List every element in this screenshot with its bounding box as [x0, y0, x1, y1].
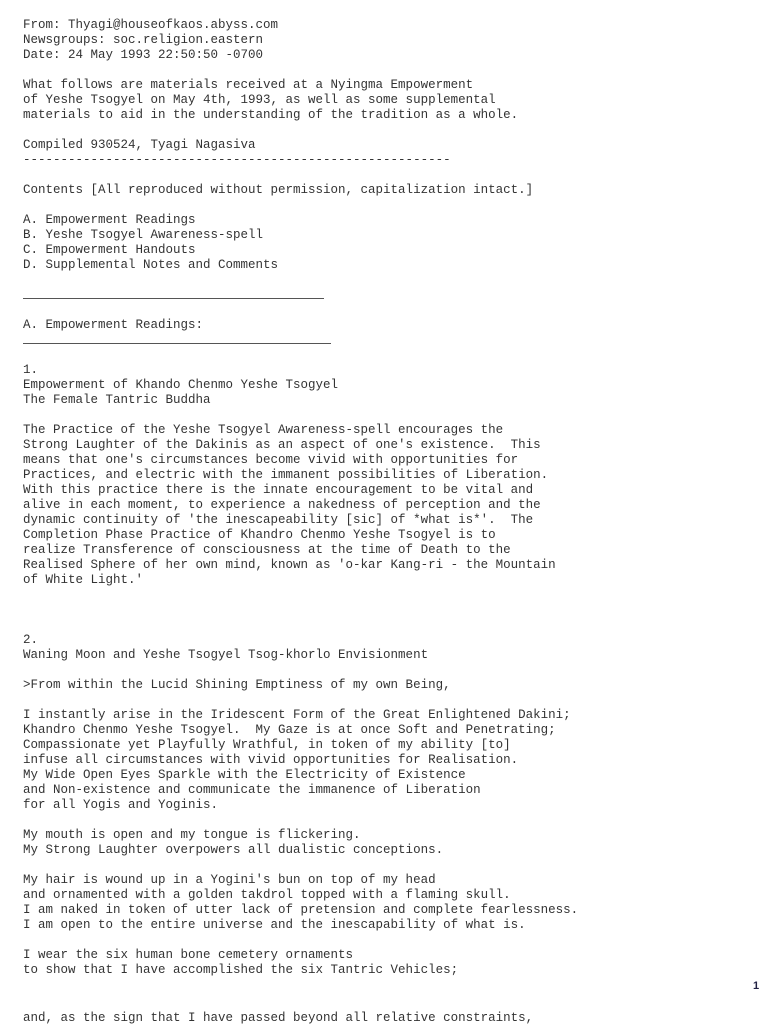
reading-body-line: Completion Phase Practice of Khandro Chenmo Yeshe Tsogyel is to: [23, 528, 496, 542]
quote-line: >From within the Lucid Shining Emptiness of my own Being,: [23, 678, 451, 692]
contents-item: D. Supplemental Notes and Comments: [23, 258, 279, 272]
reading-body-line: alive in each moment, to experience a nakedness of perception and the: [23, 498, 541, 512]
reading-body-line: Practices, and electric with the immanent possibilities of Liberation.: [23, 468, 549, 482]
reading-body-line: Strong Laughter of the Dakinis as an aspect of one's existence. This: [23, 438, 541, 452]
header-from: From: Thyagi@houseofkaos.abyss.com: [23, 18, 279, 32]
intro-line: of Yeshe Tsogyel on May 4th, 1993, as well as some supplemental: [23, 93, 496, 107]
reading-body-line: means that one's circumstances become vivid with opportunities for: [23, 453, 519, 467]
reading-number: 2.: [23, 633, 39, 647]
reading-body-line: realize Transference of consciousness at the time of Death to the: [23, 543, 511, 557]
verse-line: I instantly arise in the Iridescent Form of the Great Enlightened Dakini;: [23, 708, 571, 722]
horizontal-rule: [23, 288, 743, 303]
intro-line: materials to aid in the understanding of the tradition as a whole.: [23, 108, 519, 122]
contents-item: A. Empowerment Readings: [23, 213, 196, 227]
verse-line: for all Yogis and Yoginis.: [23, 798, 219, 812]
intro-line: What follows are materials received at a Nyingma Empowerment: [23, 78, 474, 92]
contents-item: B. Yeshe Tsogyel Awareness-spell: [23, 228, 264, 242]
document-body: [23, 18, 743, 978]
reading-title: Empowerment of Khando Chenmo Yeshe Tsogyel: [23, 378, 339, 392]
reading-body-line: of White Light.': [23, 573, 144, 587]
reading-body-line: dynamic continuity of 'the inescapeability [sic] of *what is*'. The: [23, 513, 534, 527]
page-number: 1: [753, 980, 760, 992]
reading-title: Waning Moon and Yeshe Tsogyel Tsog-khorlo Envisionment: [23, 648, 429, 662]
contents-heading: Contents [All reproduced without permission, capitalization intact.]: [23, 183, 534, 197]
section-a-heading: A. Empowerment Readings:: [23, 318, 204, 332]
header-date: Date: 24 May 1993 22:50:50 -0700: [23, 48, 264, 62]
verse-line: My Wide Open Eyes Sparkle with the Electricity of Existence: [23, 768, 466, 782]
reading-body-line: Realised Sphere of her own mind, known as 'o-kar Kang-ri - the Mountain: [23, 558, 556, 572]
verse-line: to show that I have accomplished the six Tantric Vehicles;: [23, 963, 459, 977]
verse-line: and Non-existence and communicate the immanence of Liberation: [23, 783, 481, 797]
verse-line: infuse all circumstances with vivid opportunities for Realisation.: [23, 753, 519, 767]
verse-line: I am open to the entire universe and the inescapability of what is.: [23, 918, 526, 932]
horizontal-rule: [23, 333, 743, 348]
contents-item: C. Empowerment Handouts: [23, 243, 196, 257]
next-page-line: and, as the sign that I have passed beyond all relative constraints,: [23, 1011, 534, 1025]
verse-line: Compassionate yet Playfully Wrathful, in token of my ability [to]: [23, 738, 511, 752]
reading-number: 1.: [23, 363, 39, 377]
dash-rule: ---------------------------------------------------------: [23, 153, 451, 167]
verse-line: and ornamented with a golden takdrol topped with a flaming skull.: [23, 888, 511, 902]
header-newsgroups: Newsgroups: soc.religion.eastern: [23, 33, 264, 47]
verse-line: My Strong Laughter overpowers all dualistic conceptions.: [23, 843, 444, 857]
verse-line: My hair is wound up in a Yogini's bun on top of my head: [23, 873, 436, 887]
compiled-line: Compiled 930524, Tyagi Nagasiva: [23, 138, 256, 152]
verse-line: Khandro Chenmo Yeshe Tsogyel. My Gaze is at once Soft and Penetrating;: [23, 723, 556, 737]
reading-body-line: With this practice there is the innate encouragement to be vital and: [23, 483, 534, 497]
verse-line: I am naked in token of utter lack of pretension and complete fearlessness.: [23, 903, 579, 917]
reading-body-line: The Practice of the Yeshe Tsogyel Awareness-spell encourages the: [23, 423, 504, 437]
reading-title: The Female Tantric Buddha: [23, 393, 211, 407]
verse-line: I wear the six human bone cemetery ornaments: [23, 948, 354, 962]
verse-line: My mouth is open and my tongue is flickering.: [23, 828, 361, 842]
